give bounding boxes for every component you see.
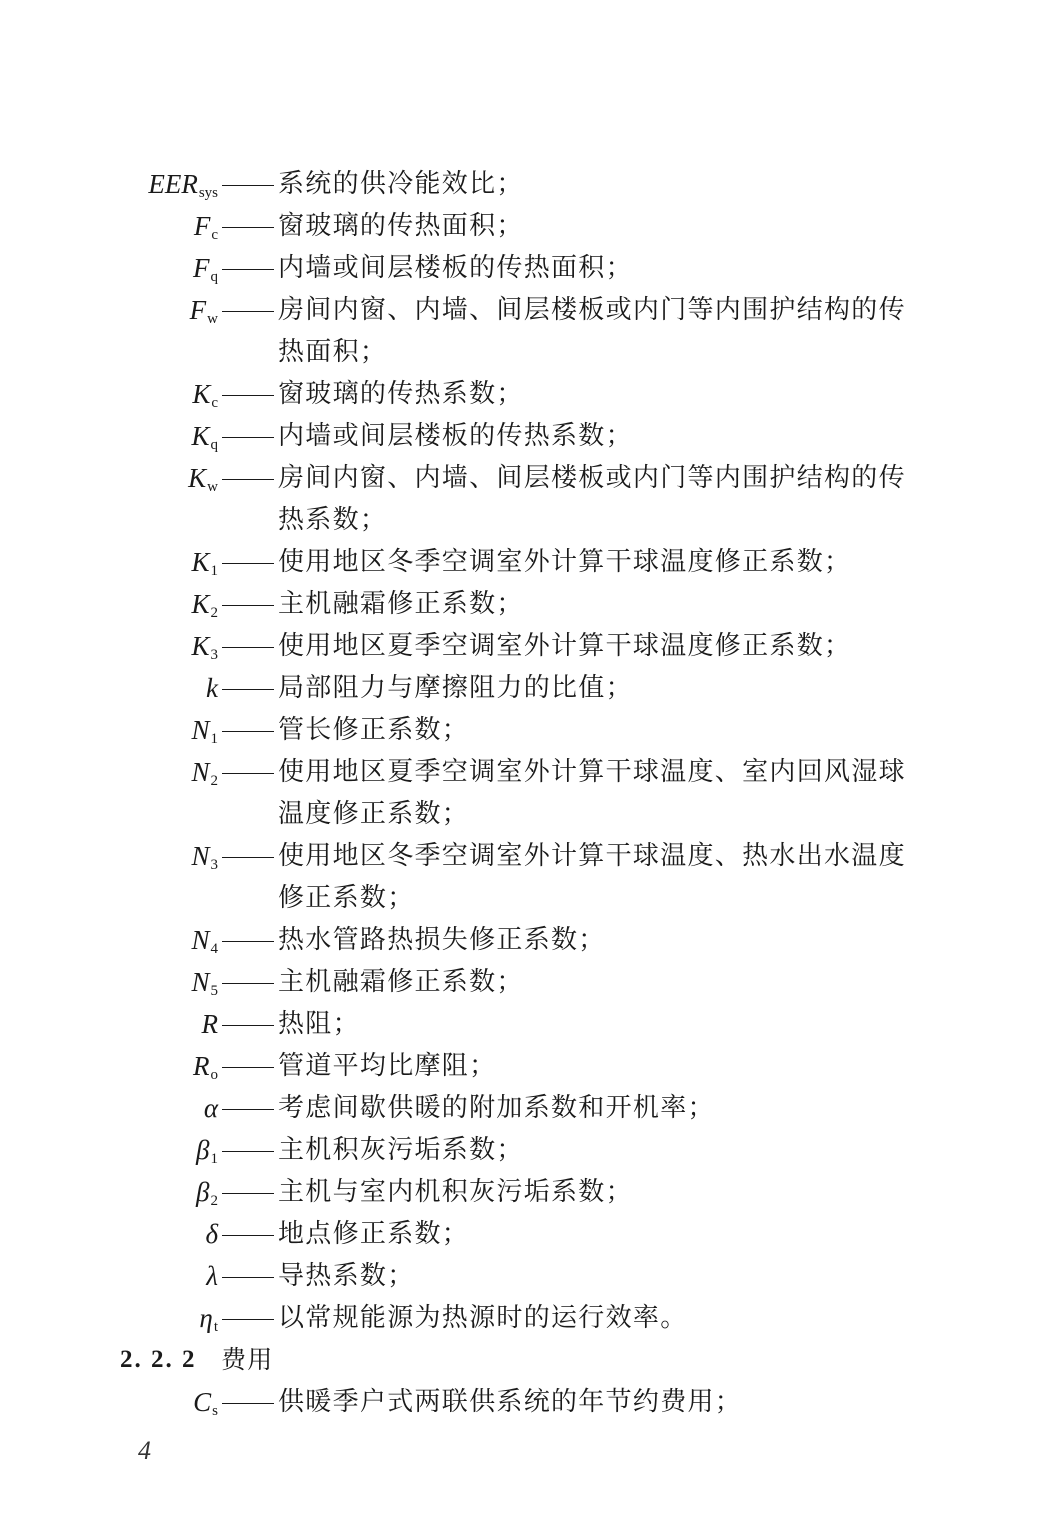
definition-text: 供暖季户式两联供系统的年节约费用； xyxy=(278,1387,743,1417)
em-dash-separator xyxy=(222,961,274,1003)
definition-text: 使用地区夏季空调室外计算干球温度、室内回风湿球温度修正系数； xyxy=(278,757,906,829)
definition-row xyxy=(0,289,1063,373)
page-number: 4 xyxy=(138,1436,151,1465)
page-content xyxy=(0,163,1063,1423)
definition-row xyxy=(0,1213,1063,1255)
section-number: 2. 2. 2 xyxy=(120,1346,197,1373)
em-dash-separator xyxy=(222,373,274,415)
definition-row xyxy=(0,919,1063,961)
definition-row xyxy=(0,457,1063,541)
definition-text: 考虑间歇供暖的附加系数和开机率； xyxy=(278,1093,715,1123)
symbol-base: N xyxy=(191,925,210,955)
symbol xyxy=(188,457,218,508)
em-dash-separator xyxy=(222,667,274,709)
em-dash-separator xyxy=(222,1255,274,1297)
symbol-base: k xyxy=(206,673,218,703)
symbol-base: C xyxy=(193,1387,212,1417)
symbol-subscript: w xyxy=(207,311,218,327)
symbol-base: N xyxy=(191,757,210,787)
definition-text: 主机融霜修正系数； xyxy=(278,967,524,997)
em-dash-separator xyxy=(222,1045,274,1087)
definition-row xyxy=(0,1045,1063,1087)
symbol-subscript: sys xyxy=(198,185,218,201)
symbol-base: K xyxy=(191,421,210,451)
em-dash-separator xyxy=(222,709,274,751)
definition-row xyxy=(0,415,1063,457)
symbol xyxy=(191,835,218,886)
em-dash-separator xyxy=(222,919,274,961)
definition-text: 以常规能源为热源时的运行效率。 xyxy=(278,1303,688,1333)
symbol-base: N xyxy=(191,715,210,745)
symbol-subscript: t xyxy=(213,1319,218,1335)
symbol-subscript: w xyxy=(207,479,218,495)
definition-row xyxy=(0,1129,1063,1171)
symbol-subscript: 2 xyxy=(210,773,218,789)
definition-text: 主机与室内机积灰污垢系数； xyxy=(278,1177,633,1207)
section-title: 费用 xyxy=(221,1345,274,1374)
symbol-subscript: s xyxy=(212,1403,218,1419)
symbol-subscript: 1 xyxy=(210,1151,218,1167)
symbol-base: K xyxy=(191,547,210,577)
definition-text: 局部阻力与摩擦阻力的比值； xyxy=(278,673,633,703)
symbol-base: F xyxy=(193,253,210,283)
definition-row xyxy=(0,247,1063,289)
symbol-base: α xyxy=(203,1093,218,1123)
definition-row xyxy=(0,667,1063,709)
symbol-subscript: 5 xyxy=(210,983,218,999)
symbol-base: K xyxy=(191,589,210,619)
definition-text: 地点修正系数； xyxy=(278,1219,470,1249)
em-dash-separator xyxy=(222,835,274,877)
definition-row xyxy=(0,163,1063,205)
definition-row xyxy=(0,205,1063,247)
definition-text: 窗玻璃的传热面积； xyxy=(278,211,524,241)
definition-row xyxy=(0,373,1063,415)
section-definition-list xyxy=(0,1381,1063,1423)
definition-text: 房间内窗、内墙、间层楼板或内门等内围护结构的传热面积； xyxy=(278,295,906,367)
definition-text: 热水管路热损失修正系数； xyxy=(278,925,606,955)
definition-text: 系统的供冷能效比； xyxy=(278,169,524,199)
definition-text: 导热系数； xyxy=(278,1261,415,1291)
em-dash-separator xyxy=(222,247,274,289)
symbol-base: K xyxy=(188,463,207,493)
definition-list xyxy=(0,163,1063,1339)
symbol-base: R xyxy=(193,1051,210,1081)
symbol-base: K xyxy=(192,379,211,409)
em-dash-separator xyxy=(222,625,274,667)
definition-row xyxy=(0,1003,1063,1045)
em-dash-separator xyxy=(222,1129,274,1171)
symbol-subscript: o xyxy=(210,1067,218,1083)
definition-row xyxy=(0,1255,1063,1297)
definition-text: 主机积灰污垢系数； xyxy=(278,1135,524,1165)
em-dash-separator xyxy=(222,457,274,499)
symbol-subscript: 1 xyxy=(210,563,218,579)
symbol-base: η xyxy=(199,1303,213,1333)
em-dash-separator xyxy=(222,289,274,331)
symbol-base: β xyxy=(196,1135,210,1165)
em-dash-separator xyxy=(222,1297,274,1339)
symbol xyxy=(204,1087,218,1129)
definition-text: 主机融霜修正系数； xyxy=(278,589,524,619)
definition-row xyxy=(0,583,1063,625)
symbol-base: R xyxy=(201,1009,218,1039)
symbol-subscript: c xyxy=(211,227,218,243)
symbol-base: F xyxy=(189,295,207,325)
em-dash-separator xyxy=(222,205,274,247)
definition-row xyxy=(0,709,1063,751)
symbol-base: EER xyxy=(148,169,198,199)
definition-text: 窗玻璃的传热系数； xyxy=(278,379,524,409)
symbol-subscript: q xyxy=(210,269,218,285)
symbol-subscript: c xyxy=(211,395,218,411)
symbol xyxy=(205,1213,218,1255)
definition-row xyxy=(0,1297,1063,1339)
em-dash-separator xyxy=(222,415,274,457)
em-dash-separator xyxy=(222,583,274,625)
symbol xyxy=(193,1381,218,1432)
definition-text: 使用地区夏季空调室外计算干球温度修正系数； xyxy=(278,631,852,661)
symbol xyxy=(206,667,218,709)
symbol xyxy=(190,289,218,340)
symbol-base: N xyxy=(191,841,210,871)
definition-text: 内墙或间层楼板的传热系数； xyxy=(278,421,633,451)
definition-row xyxy=(0,751,1063,835)
definition-text: 管长修正系数； xyxy=(278,715,470,745)
em-dash-separator xyxy=(222,541,274,583)
definition-text: 房间内窗、内墙、间层楼板或内门等内围护结构的传热系数； xyxy=(278,463,906,535)
em-dash-separator xyxy=(222,1381,274,1423)
em-dash-separator xyxy=(222,1087,274,1129)
definition-row xyxy=(0,1087,1063,1129)
definition-text: 热阻； xyxy=(278,1009,360,1039)
symbol-subscript: 1 xyxy=(210,731,218,747)
definition-row xyxy=(0,1171,1063,1213)
symbol-base: β xyxy=(196,1177,210,1207)
symbol-subscript: q xyxy=(210,437,218,453)
symbol-subscript: 2 xyxy=(210,605,218,621)
section-heading xyxy=(0,1339,1063,1381)
symbol xyxy=(202,1003,219,1045)
symbol-base: λ xyxy=(206,1261,218,1291)
symbol-base: K xyxy=(191,631,210,661)
symbol-base: N xyxy=(191,967,210,997)
em-dash-separator xyxy=(222,751,274,793)
definition-text: 使用地区冬季空调室外计算干球温度、热水出水温度修正系数； xyxy=(278,841,906,913)
em-dash-separator xyxy=(222,1171,274,1213)
symbol-base: F xyxy=(193,211,211,241)
em-dash-separator xyxy=(222,1213,274,1255)
symbol-subscript: 3 xyxy=(210,857,218,873)
symbol-subscript: 4 xyxy=(210,941,218,957)
definition-row xyxy=(0,835,1063,919)
definition-row xyxy=(0,1381,1063,1423)
definition-row xyxy=(0,625,1063,667)
definition-text: 使用地区冬季空调室外计算干球温度修正系数； xyxy=(278,547,852,577)
em-dash-separator xyxy=(222,1003,274,1045)
definition-row xyxy=(0,961,1063,1003)
symbol xyxy=(191,751,218,802)
symbol-base: δ xyxy=(205,1219,218,1249)
definition-row xyxy=(0,541,1063,583)
symbol xyxy=(206,1255,218,1297)
symbol-subscript: 3 xyxy=(210,647,218,663)
em-dash-separator xyxy=(222,163,274,205)
definition-text: 管道平均比摩阻； xyxy=(278,1051,497,1081)
symbol-subscript: 2 xyxy=(210,1193,218,1209)
definition-text: 内墙或间层楼板的传热面积； xyxy=(278,253,633,283)
